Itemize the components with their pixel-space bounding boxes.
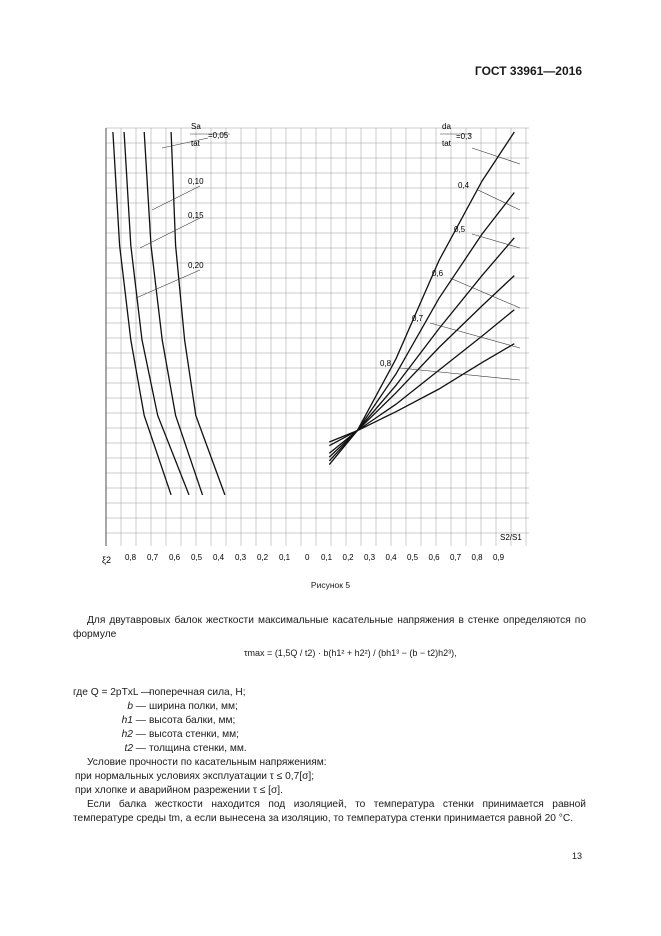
- x-tick-label-left: 0: [305, 553, 310, 562]
- x-tick-label-left: 0,5: [191, 553, 203, 562]
- left-legend-num: Sa: [191, 122, 201, 131]
- definition-text: поперечная сила, Н;: [149, 687, 246, 698]
- shear-stress-formula: [244, 648, 457, 658]
- x-tick-label-right: 0,8: [471, 553, 483, 562]
- definition-row: [73, 686, 586, 700]
- x-tick-label-right: 0,6: [428, 553, 440, 562]
- standard-code: ГОСТ 33961—2016: [474, 64, 582, 78]
- left-curves: [113, 132, 225, 495]
- label-leaders: [136, 138, 520, 380]
- right-curve: [329, 132, 514, 465]
- condition-normal: при нормальных условиях эксплуатации τ ≤ 0,7[σ];: [75, 771, 315, 782]
- x-tick-label-right: 0,5: [407, 553, 419, 562]
- definition-row: [73, 742, 586, 756]
- definition-symbol: h2 —: [121, 729, 146, 740]
- y-axis-label: ξ2: [102, 555, 112, 565]
- definitions-block: [73, 686, 586, 826]
- x-tick-label-right: 0,9: [493, 553, 505, 562]
- x-axis-label: S2/S1: [500, 533, 522, 542]
- x-tick-label-left: 0,6: [169, 553, 181, 562]
- chart-grid: [106, 128, 529, 546]
- body-text: [73, 614, 586, 642]
- left-label-020: 0,20: [188, 261, 204, 270]
- definition-symbol: t2 —: [124, 743, 146, 754]
- definition-symbol: b —: [127, 701, 146, 712]
- formula-text: τmax = (1,5Q / t2) · b(h1² + h2²) / (bh1³ − (b − t2)h2³),: [244, 648, 457, 658]
- x-tick-label-left: 0,8: [125, 553, 137, 562]
- definition-row: [73, 700, 586, 714]
- right-label-08: 0,8: [380, 359, 392, 368]
- figure-5-chart: [100, 118, 532, 578]
- right-label-04: 0,4: [458, 181, 470, 190]
- x-tick-label-right: 0,3: [364, 553, 376, 562]
- intro-paragraph: Для двутавровых балок жесткости максимальные касательные напряжения в стенке определяются по формуле: [73, 615, 586, 640]
- right-curve: [329, 344, 514, 442]
- temperature-paragraph: Если балка жесткости находится под изоляцией, то температура стенки принимается равной температуре среды tm, а если вынесена за изоляцию, то температура стенки принимается равной 20 °С.: [73, 799, 586, 824]
- leader-line: [152, 186, 200, 210]
- right-label-07: 0,7: [412, 314, 424, 323]
- x-tick-label-left: 0,3: [235, 553, 247, 562]
- right-label-06: 0,6: [432, 269, 444, 278]
- x-tick-label-left: 0,4: [213, 553, 225, 562]
- x-tick-labels: [125, 553, 505, 562]
- right-legend-den: tat: [442, 139, 451, 148]
- definition-symbol: где Q = 2pTxL —: [73, 687, 152, 698]
- left-label-010: 0,10: [188, 177, 204, 186]
- x-tick-label-right: 0,7: [450, 553, 462, 562]
- left-curve: [171, 132, 225, 495]
- right-legend-num: da: [442, 122, 451, 131]
- definition-row: [73, 714, 586, 728]
- x-tick-label-left: 0,1: [279, 553, 291, 562]
- right-curve: [329, 310, 514, 446]
- definition-text: толщина стенки, мм.: [149, 743, 247, 754]
- x-tick-label-left: 0,7: [147, 553, 159, 562]
- condition-heading: Условие прочности по касательным напряжениям:: [87, 757, 327, 768]
- definition-text: высота балки, мм;: [149, 715, 236, 726]
- right-label-05: 0,5: [454, 225, 466, 234]
- x-tick-label-right: 0,4: [385, 553, 397, 562]
- leader-line: [430, 323, 520, 348]
- definition-text: высота стенки, мм;: [149, 729, 240, 740]
- right-label-03: =0,3: [456, 132, 472, 141]
- x-tick-label-right: 0,2: [342, 553, 354, 562]
- definition-symbol: h1 —: [121, 715, 146, 726]
- leader-line: [400, 368, 520, 380]
- left-label-005: =0,05: [208, 131, 229, 140]
- leader-line: [136, 270, 200, 298]
- left-label-015: 0,15: [188, 211, 204, 220]
- definition-row: [73, 728, 586, 742]
- right-curves: [329, 132, 514, 465]
- definition-text: ширина полки, мм;: [149, 701, 238, 712]
- left-curve: [124, 132, 189, 495]
- x-tick-label-right: 0,1: [321, 553, 333, 562]
- left-legend-den: tat: [191, 139, 200, 148]
- right-curve: [329, 276, 514, 454]
- page-number: 13: [571, 851, 582, 861]
- condition-accident: при хлопке и аварийном разрежении τ ≤ [σ].: [75, 785, 283, 796]
- figure-caption: Рисунок 5: [310, 580, 351, 590]
- right-curve: [329, 238, 514, 457]
- x-tick-label-left: 0,2: [257, 553, 269, 562]
- left-curve: [113, 132, 171, 495]
